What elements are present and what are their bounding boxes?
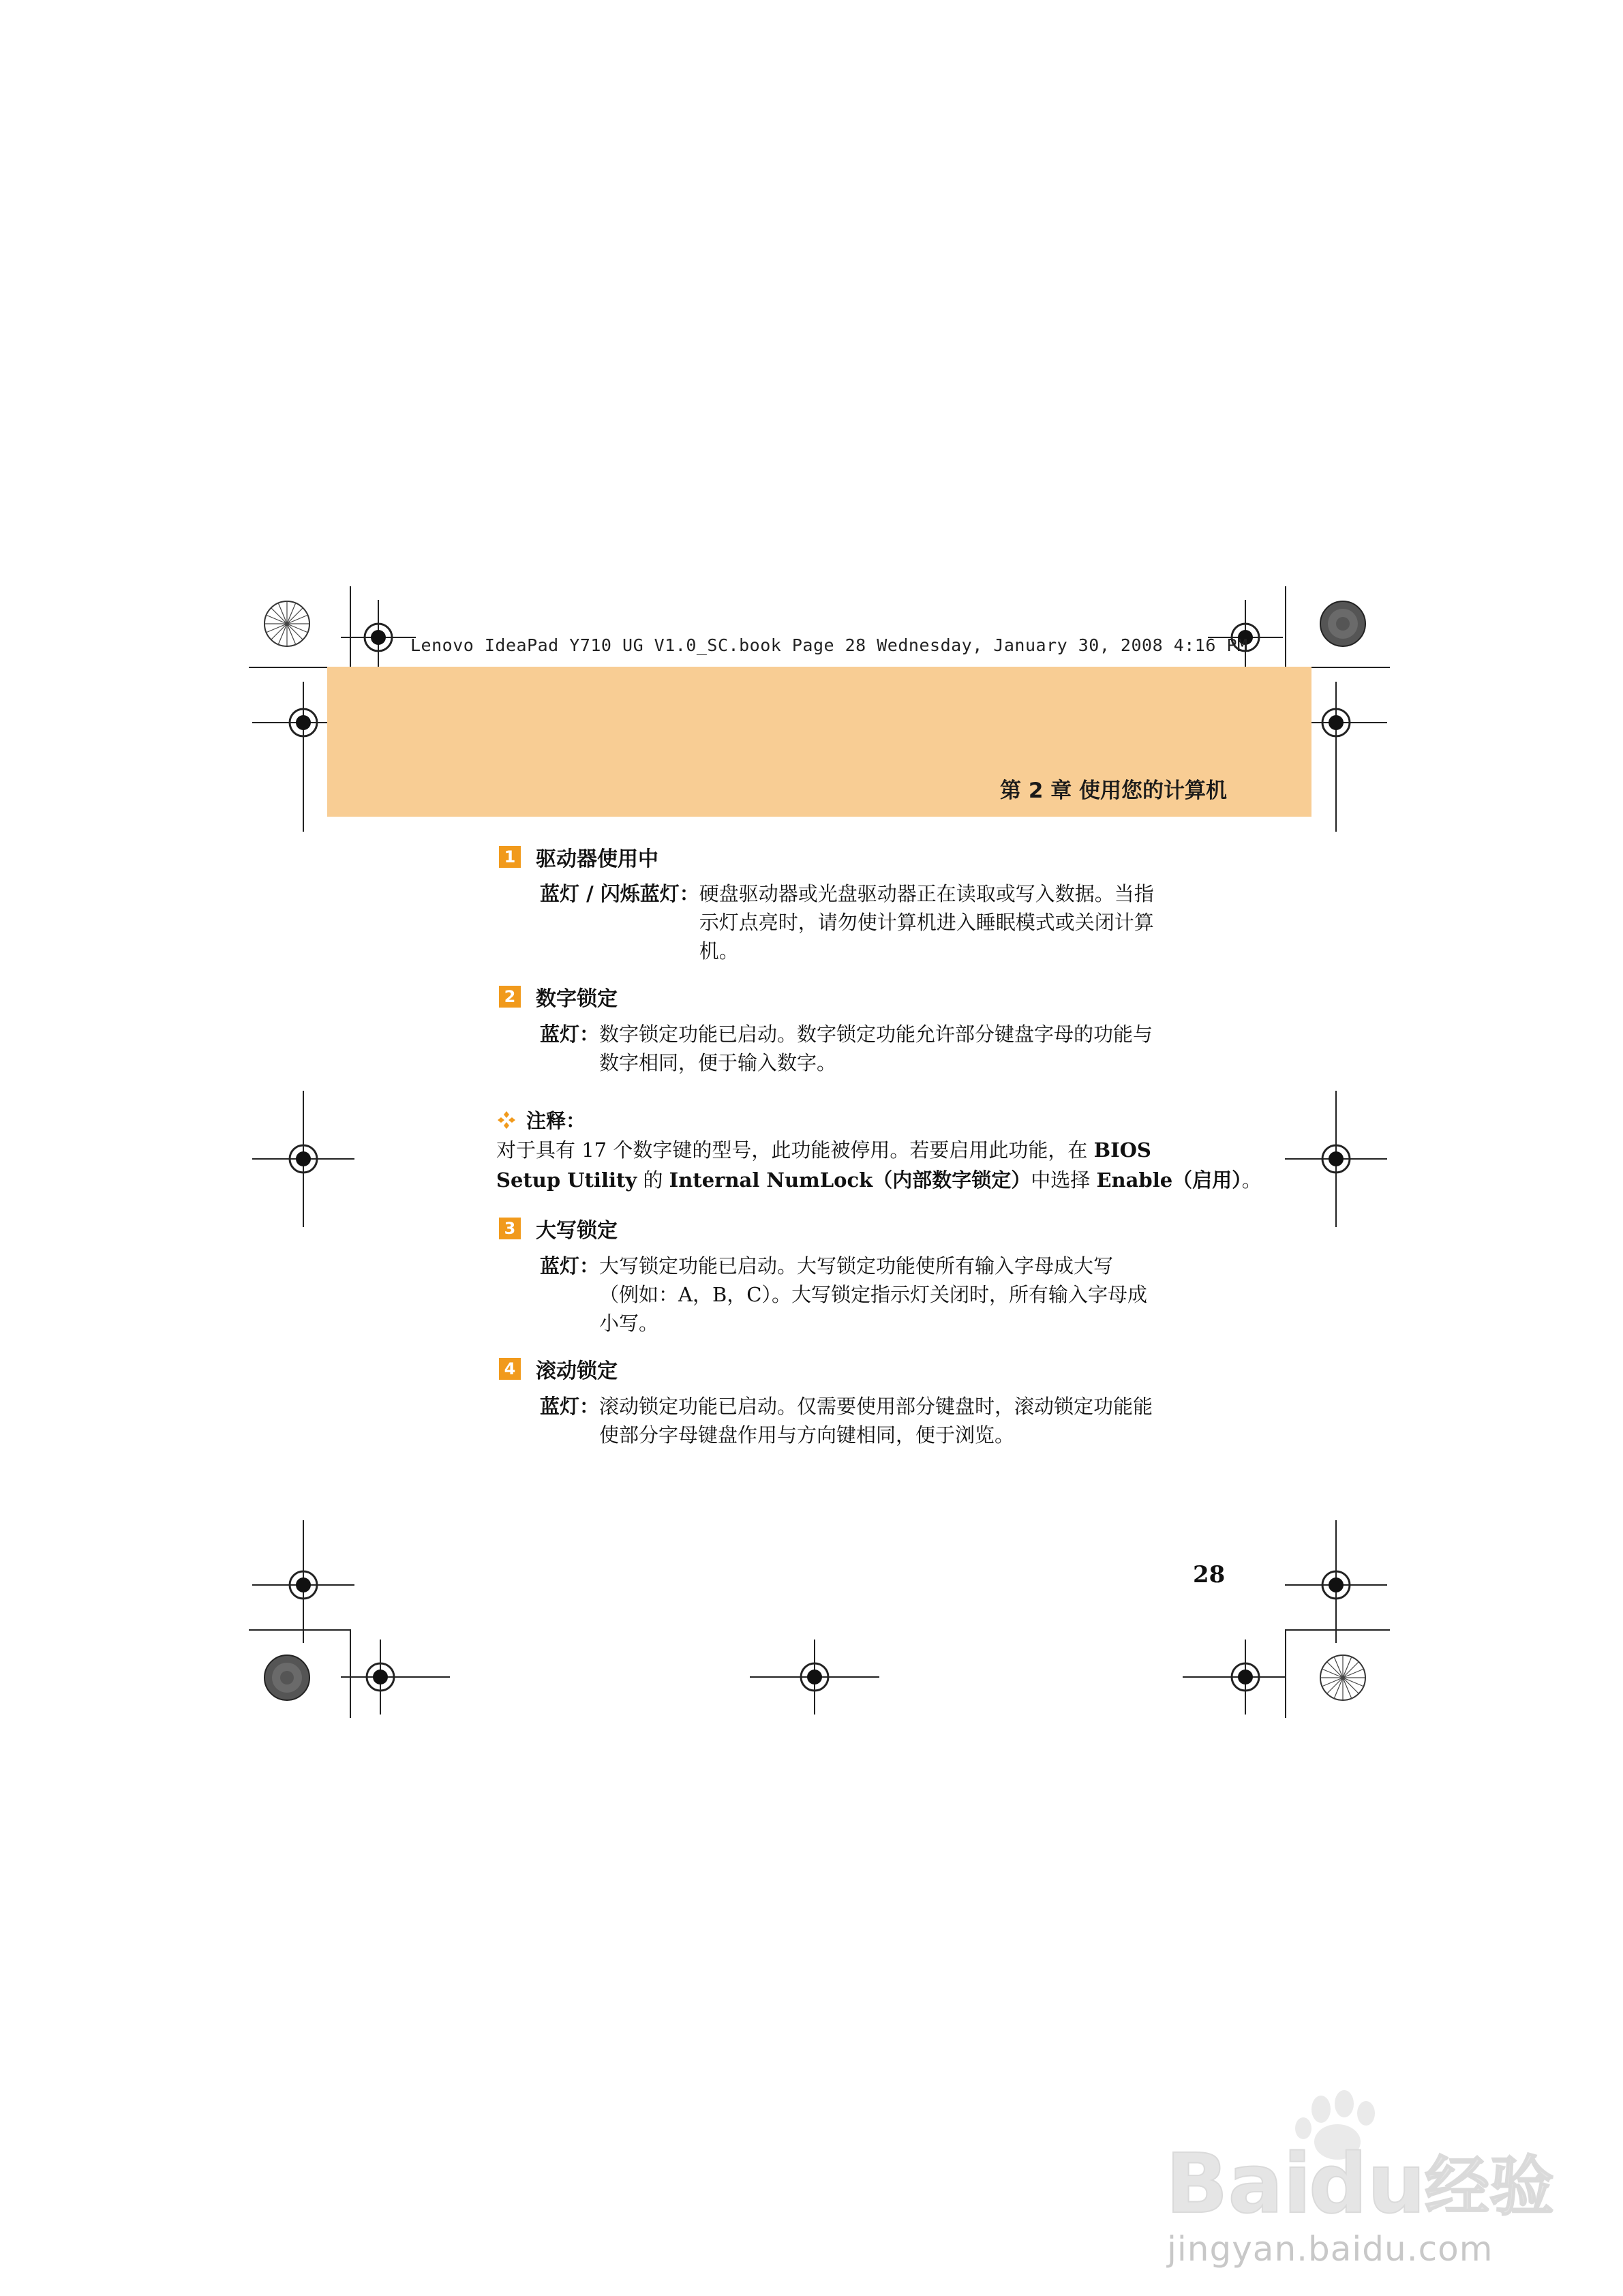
description-line: 硬盘驱动器或光盘驱动器正在读取或写入数据。当指 — [699, 882, 1154, 905]
note-bios: BIOS — [1093, 1138, 1151, 1162]
note-internal-numlock: Internal NumLock — [669, 1168, 873, 1192]
description-line: 示灯点亮时，请勿使计算机进入睡眠模式或关闭计算 — [699, 911, 1154, 934]
note-text: 中选择 — [1031, 1168, 1097, 1192]
section-heading — [499, 983, 618, 1010]
indicator-state: 蓝灯： — [540, 1395, 600, 1418]
trim-line — [350, 1629, 351, 1718]
indicator-description — [599, 1392, 1153, 1449]
crosshair-mark — [1183, 1640, 1285, 1715]
note-text-line — [496, 1136, 1151, 1164]
section-number-badge: 1 — [499, 846, 521, 868]
description-line: （例如：A，B，C）。大写锁定指示灯关闭时，所有输入字母成 — [599, 1283, 1147, 1306]
crosshair-mark — [341, 1640, 450, 1715]
trim-line — [350, 586, 351, 667]
starburst-mark-top-left — [263, 600, 311, 648]
starburst-mark-bottom-right — [1319, 1654, 1367, 1702]
registration-disk-bottom-left — [263, 1654, 311, 1702]
section-title: 数字锁定 — [536, 987, 618, 1011]
section-heading — [499, 1355, 618, 1383]
trim-line — [249, 667, 327, 668]
indicator-entry — [540, 1392, 1153, 1449]
indicator-entry — [540, 879, 1154, 965]
indicator-description — [599, 1020, 1153, 1077]
section-number-badge: 3 — [499, 1218, 521, 1239]
diamond-bullet-icon — [496, 1110, 517, 1130]
note-enable: Enable — [1096, 1168, 1173, 1192]
crosshair-mark — [1285, 1520, 1387, 1643]
chapter-title: 第 2 章 使用您的计算机 — [1000, 779, 1227, 803]
description-line: 数字锁定功能已启动。数字锁定功能允许部分键盘字母的功能与 — [599, 1023, 1153, 1046]
note-text: 的 — [637, 1168, 669, 1192]
print-slug: Lenovo IdeaPad Y710 UG V1.0_SC.book Page 28 Wednesday, January 30, 2008 4:16 PM — [410, 635, 1248, 655]
trim-line — [1285, 1629, 1286, 1718]
section-title: 滚动锁定 — [536, 1359, 618, 1383]
watermark-url: jingyan.baidu.com — [1167, 2229, 1493, 2269]
note-setup-utility: Setup Utility — [496, 1168, 637, 1192]
section-heading — [499, 843, 658, 871]
description-line: 滚动锁定功能已启动。仅需要使用部分键盘时，滚动锁定功能能 — [599, 1395, 1153, 1418]
crosshair-mark — [1285, 1091, 1387, 1227]
section-title: 大写锁定 — [536, 1219, 618, 1243]
crosshair-mark — [252, 1091, 354, 1227]
trim-line — [1285, 586, 1286, 667]
trim-line — [249, 1629, 351, 1631]
crosshair-mark — [252, 1520, 354, 1643]
note-text: 对于具有 17 个数字键的型号，此功能被停用。若要启用此功能，在 — [496, 1138, 1094, 1162]
indicator-entry — [540, 1020, 1153, 1077]
crosshair-mark — [750, 1640, 879, 1715]
crosshair-mark — [341, 600, 416, 675]
indicator-state: 蓝灯 / 闪烁蓝灯： — [540, 882, 699, 905]
chapter-band — [327, 667, 1311, 817]
note-text: （内部数字锁定） — [873, 1168, 1031, 1192]
note-title: 注释： — [526, 1109, 586, 1132]
indicator-state: 蓝灯： — [540, 1254, 600, 1278]
description-line: 使部分字母键盘作用与方向键相同，便于浏览。 — [599, 1423, 1015, 1447]
note-text-line — [496, 1166, 1262, 1194]
indicator-entry — [540, 1252, 1147, 1338]
page-number: 28 — [1193, 1561, 1226, 1588]
section-number-badge: 2 — [499, 986, 521, 1008]
svg-text:经验: 经验 — [1425, 2149, 1555, 2224]
description-line: 小写。 — [599, 1312, 659, 1335]
section-number-badge: 4 — [499, 1358, 521, 1380]
indicator-description — [599, 1252, 1147, 1338]
section-title: 驱动器使用中 — [536, 847, 658, 871]
note-text: 。 — [1241, 1168, 1262, 1192]
indicator-state: 蓝灯： — [540, 1023, 600, 1046]
indicator-description — [699, 879, 1154, 965]
trim-line — [1285, 1629, 1390, 1631]
registration-disk-top-right — [1319, 600, 1367, 648]
trim-line — [1311, 667, 1390, 668]
description-line: 大写锁定功能已启动。大写锁定功能使所有输入字母成大写 — [599, 1254, 1114, 1278]
note-text: （启用） — [1172, 1168, 1242, 1192]
description-line: 机。 — [699, 939, 739, 963]
svg-text:du: du — [1309, 2137, 1426, 2232]
section-heading — [499, 1215, 618, 1242]
description-line: 数字相同，便于输入数字。 — [599, 1051, 837, 1074]
svg-text:Bai: Bai — [1166, 2137, 1311, 2232]
note-heading — [496, 1106, 586, 1134]
